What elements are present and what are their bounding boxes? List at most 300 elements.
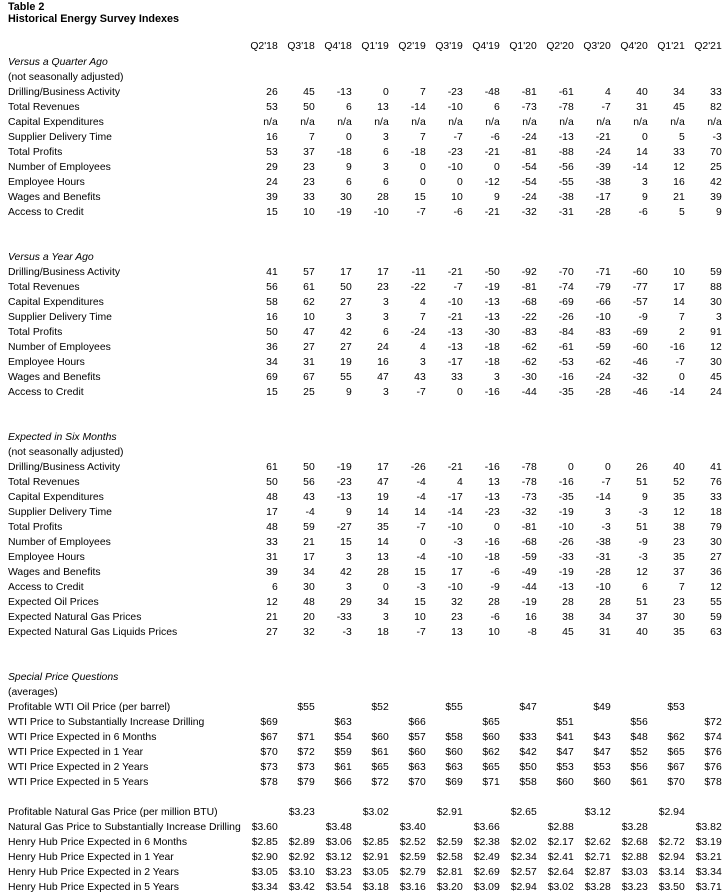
value-cell: 19 [340,357,352,368]
table-row [8,310,722,325]
value-cell: 50 [266,477,278,488]
value-cell: 34 [266,357,278,368]
empty-cell [648,445,685,460]
value-cell: $53 [593,762,611,773]
table-row [8,205,722,220]
value-cell: -60 [632,342,648,353]
value-cell: 88 [710,282,722,293]
value-cell: 47 [303,327,315,338]
spacer-cell [8,655,722,670]
value-cell: $2.69 [473,867,500,878]
value-cell: 56 [303,477,315,488]
value-cell: $70 [667,777,685,788]
empty-cell [463,250,500,265]
value-cell: -3 [342,627,352,638]
value-cell [389,805,426,820]
value-cell: n/a [596,117,611,128]
value-cell: -68 [521,297,537,308]
value-cell: -13 [484,492,500,503]
value-cell: 12 [636,567,648,578]
empty-cell [537,445,574,460]
value-cell: $2.94 [658,852,685,863]
empty-cell [278,55,315,70]
value-cell: $3.02 [547,882,574,893]
table-row [8,370,722,385]
table-row [8,505,722,520]
empty-cell [426,445,463,460]
value-cell: 7 [678,312,685,323]
value-cell: -10 [447,297,463,308]
value-cell: -16 [558,372,574,383]
table-row [8,820,722,835]
value-cell: $58 [519,777,537,788]
value-cell: $2.02 [510,837,537,848]
empty-cell [537,70,574,85]
value-cell: -54 [521,162,537,173]
value-cell: -16 [484,537,500,548]
table-row [8,280,722,295]
value-cell: -60 [632,267,648,278]
value-cell: $62 [667,732,685,743]
value-cell: -23 [484,507,500,518]
row-label: Employee Hours [8,552,85,563]
note-row [8,685,722,700]
value-cell: -10 [595,582,611,593]
note-row [8,70,722,85]
value-cell: 41 [710,462,722,473]
value-cell: 6 [345,177,352,188]
value-cell: 16 [266,312,278,323]
value-cell: $2.79 [399,867,426,878]
value-cell: -30 [484,327,500,338]
value-cell: 35 [377,522,389,533]
value-cell: -22 [521,312,537,323]
value-cell: -7 [453,132,463,143]
value-cell: 13 [488,477,500,488]
value-cell: $52 [630,747,648,758]
value-cell: 34 [673,87,685,98]
value-cell: 20 [303,612,315,623]
value-cell: $2.57 [510,867,537,878]
empty-cell [648,685,685,700]
section-note: (not seasonally adjusted) [8,72,124,83]
value-cell: -13 [336,87,352,98]
value-cell: -16 [669,342,685,353]
value-cell: $3.10 [288,867,315,878]
value-cell: n/a [522,117,537,128]
value-cell: 24 [377,342,389,353]
value-cell: -7 [416,207,426,218]
value-cell: 14 [377,507,389,518]
value-cell: 0 [419,537,426,548]
value-cell: -14 [410,102,426,113]
value-cell: $79 [297,777,315,788]
value-cell: -62 [521,342,537,353]
value-cell: $65 [482,762,500,773]
value-cell: -44 [521,387,537,398]
value-cell: 69 [266,372,278,383]
empty-cell [611,685,648,700]
value-cell: -61 [558,342,574,353]
value-cell: n/a [485,117,500,128]
row-label: Capital Expenditures [8,297,104,308]
value-cell: $3.28 [621,822,648,833]
value-cell: $66 [334,777,352,788]
value-cell: 13 [451,627,463,638]
value-cell: 28 [377,192,389,203]
value-cell: 38 [673,522,685,533]
value-cell: -31 [558,207,574,218]
value-cell: 9 [715,207,722,218]
value-cell: 51 [636,522,648,533]
value-cell: 50 [266,327,278,338]
table-row [8,880,722,895]
value-cell: -84 [558,327,574,338]
column-header: Q4'20 [620,41,648,52]
value-cell [648,820,685,835]
empty-cell [500,685,537,700]
value-cell: 6 [382,177,389,188]
value-cell: 28 [599,597,611,608]
value-cell: 4 [604,87,611,98]
value-cell: 30 [303,582,315,593]
empty-cell [389,670,426,685]
empty-cell [463,430,500,445]
row-label: Access to Credit [8,387,84,398]
value-cell [611,700,648,715]
value-cell: -4 [416,477,426,488]
value-cell: n/a [633,117,648,128]
value-cell: $62 [482,747,500,758]
table-row [8,100,722,115]
table-row [8,775,722,790]
empty-cell [574,445,611,460]
value-cell: $61 [334,762,352,773]
value-cell: $2.88 [547,822,574,833]
value-cell: -92 [521,267,537,278]
value-cell: -9 [638,312,648,323]
empty-cell [648,250,685,265]
value-cell: n/a [374,117,389,128]
value-cell: 42 [340,567,352,578]
value-cell: 2 [678,327,685,338]
empty-cell [389,430,426,445]
table-row [8,85,722,100]
value-cell: n/a [337,117,352,128]
value-cell: -14 [447,507,463,518]
value-cell: -17 [595,192,611,203]
value-cell: -8 [527,627,537,638]
row-label: Access to Credit [8,582,84,593]
value-cell: -22 [410,282,426,293]
value-cell [685,700,722,715]
value-cell: 63 [710,627,722,638]
value-cell: $2.81 [436,867,463,878]
value-cell: 0 [604,462,611,473]
row-label: Supplier Delivery Time [8,507,112,518]
value-cell: $2.64 [547,867,574,878]
value-cell: $3.23 [325,867,352,878]
value-cell: -13 [558,582,574,593]
value-cell: $41 [556,732,574,743]
value-cell: $61 [371,747,389,758]
value-cell: 59 [710,267,722,278]
row-label: Drilling/Business Activity [8,462,121,473]
value-cell: 13 [377,552,389,563]
value-cell: 31 [599,627,611,638]
value-cell: 0 [678,372,685,383]
empty-cell [648,670,685,685]
value-cell: -30 [521,372,537,383]
value-cell: $3.23 [288,807,315,818]
value-cell: -24 [521,132,537,143]
value-cell: $71 [482,777,500,788]
value-cell: -69 [632,327,648,338]
value-cell: 82 [710,102,722,113]
empty-cell [315,70,352,85]
spacer-row [8,400,722,415]
value-cell: -6 [453,207,463,218]
value-cell: 32 [303,627,315,638]
value-cell: -19 [521,597,537,608]
value-cell: -17 [447,357,463,368]
value-cell: -9 [638,537,648,548]
empty-cell [426,70,463,85]
row-label: WTI Price Expected in 1 Year [8,747,144,758]
empty-cell [278,685,315,700]
value-cell: 34 [377,597,389,608]
value-cell: $3.19 [695,837,722,848]
value-cell: $73 [297,762,315,773]
value-cell: -4 [305,507,315,518]
table-row [8,535,722,550]
value-cell [463,700,500,715]
value-cell: 0 [456,387,463,398]
value-cell: 33 [710,492,722,503]
value-cell: $3.06 [325,837,352,848]
section-row [8,670,722,685]
value-cell: -14 [669,387,685,398]
value-cell: 3 [419,357,426,368]
value-cell: 0 [493,522,500,533]
spacer-row [8,655,722,670]
value-cell: -13 [484,312,500,323]
value-cell: -21 [484,147,500,158]
value-cell: 53 [266,102,278,113]
value-cell: 17 [377,462,389,473]
empty-cell [685,250,722,265]
value-cell: 15 [414,192,426,203]
value-cell: 56 [266,282,278,293]
value-cell: -73 [521,492,537,503]
empty-cell [315,445,352,460]
value-cell: $3.12 [584,807,611,818]
value-cell: $2.90 [251,852,278,863]
value-cell: -38 [595,537,611,548]
value-cell: -7 [675,357,685,368]
value-cell: 0 [345,132,352,143]
empty-cell [389,55,426,70]
value-cell: -27 [336,522,352,533]
value-cell: -70 [558,267,574,278]
note-row [8,445,722,460]
value-cell: -24 [595,372,611,383]
value-cell: -10 [447,582,463,593]
value-cell: $76 [704,747,722,758]
value-cell: $3.60 [251,822,278,833]
value-cell: -57 [632,297,648,308]
value-cell: $2.59 [399,852,426,863]
value-cell: 12 [710,342,722,353]
value-cell [352,820,389,835]
value-cell: $2.87 [584,867,611,878]
value-cell: $2.65 [510,807,537,818]
value-cell: 59 [710,612,722,623]
empty-cell [352,55,389,70]
empty-cell [685,445,722,460]
row-label: Employee Hours [8,357,85,368]
value-cell: 59 [303,522,315,533]
value-cell: $2.62 [584,837,611,848]
value-cell [315,700,352,715]
value-cell: -88 [558,147,574,158]
spacer-row [8,220,722,235]
value-cell: 18 [710,507,722,518]
value-cell [500,820,537,835]
value-cell: 6 [641,582,648,593]
value-cell: -79 [595,282,611,293]
value-cell: $33 [519,732,537,743]
value-cell: $55 [445,702,463,713]
value-cell: -23 [336,477,352,488]
value-cell: 3 [382,612,389,623]
empty-cell [648,55,685,70]
value-cell: $47 [519,702,537,713]
empty-cell [352,685,389,700]
value-cell: $54 [334,732,352,743]
value-cell: 53 [266,147,278,158]
value-cell: 34 [599,612,611,623]
empty-cell [574,70,611,85]
value-cell: 15 [414,597,426,608]
empty-cell [352,430,389,445]
value-cell [648,715,685,730]
value-cell: 50 [303,102,315,113]
value-cell: 23 [377,282,389,293]
empty-cell [648,430,685,445]
value-cell: 29 [340,597,352,608]
section-heading: Expected in Six Months [8,432,117,443]
value-cell: 47 [377,372,389,383]
empty-cell [315,250,352,265]
table-row [8,745,722,760]
table-row [8,145,722,160]
table-row [8,760,722,775]
value-cell: $3.16 [399,882,426,893]
value-cell: 33 [266,537,278,548]
value-cell: -26 [558,537,574,548]
value-cell: $2.88 [621,852,648,863]
empty-cell [611,70,648,85]
empty-cell [537,250,574,265]
column-header: Q4'19 [472,41,500,52]
empty-cell [241,70,278,85]
value-cell: 33 [673,147,685,158]
value-cell: $2.85 [251,837,278,848]
spacer-row [8,790,722,805]
value-cell: $3.03 [621,867,648,878]
value-cell: $72 [704,717,722,728]
value-cell: 57 [303,267,315,278]
value-cell: -59 [595,342,611,353]
value-cell: $71 [297,732,315,743]
value-cell [426,715,463,730]
value-cell [537,805,574,820]
table-row [8,565,722,580]
row-label: Henry Hub Price Expected in 1 Year [8,852,174,863]
value-cell: 61 [266,462,278,473]
value-cell: 7 [419,87,426,98]
value-cell: -62 [595,357,611,368]
value-cell: 43 [303,492,315,503]
column-header: Q1'19 [361,41,389,52]
value-cell: 3 [382,312,389,323]
value-cell: -10 [558,522,574,533]
value-cell: 48 [266,522,278,533]
row-label: WTI Price to Substantially Increase Drilling [8,717,205,728]
value-cell: -18 [336,147,352,158]
value-cell: 0 [567,462,574,473]
table-row [8,490,722,505]
value-cell: 0 [419,177,426,188]
value-cell: $3.14 [658,867,685,878]
value-cell: 27 [340,342,352,353]
value-cell: 15 [266,387,278,398]
value-cell: -3 [601,522,611,533]
table-row [8,625,722,640]
empty-cell [278,430,315,445]
value-cell: 3 [382,162,389,173]
empty-cell [315,670,352,685]
value-cell: -4 [416,492,426,503]
value-cell [315,805,352,820]
value-cell: -23 [447,87,463,98]
value-cell: -83 [595,327,611,338]
empty-cell [278,250,315,265]
value-cell [500,715,537,730]
value-cell: -59 [521,552,537,563]
column-header: Q3'18 [287,41,315,52]
value-cell: -19 [336,462,352,473]
row-label: Capital Expenditures [8,117,104,128]
value-cell: 30 [673,612,685,623]
value-cell: 3 [382,297,389,308]
value-cell: 21 [303,537,315,548]
value-cell [278,820,315,835]
value-cell: 17 [303,552,315,563]
value-cell: $3.48 [325,822,352,833]
value-cell: 12 [266,597,278,608]
value-cell: 45 [303,87,315,98]
value-cell: 27 [710,552,722,563]
empty-cell [315,55,352,70]
value-cell: -81 [521,522,537,533]
value-cell: -11 [411,267,426,278]
value-cell: n/a [707,117,722,128]
row-label: Profitable Natural Gas Price (per million BTU) [8,807,218,818]
value-cell: $2.85 [362,837,389,848]
section-row [8,55,722,70]
